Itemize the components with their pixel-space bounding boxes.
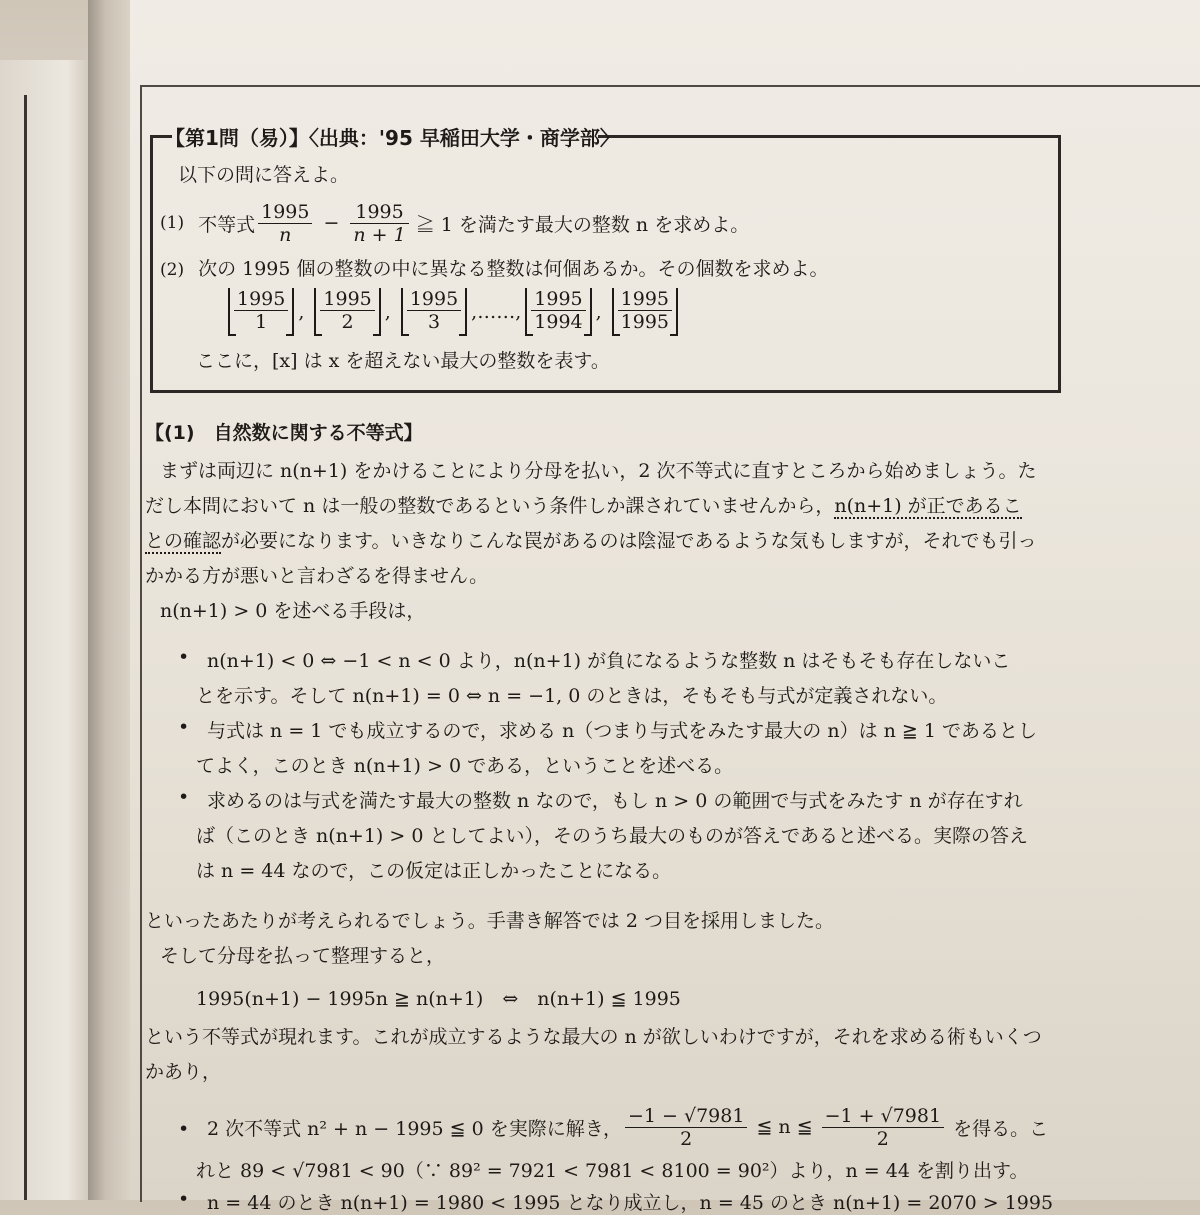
para-5-line-1: という不等式が現れます。これが成立するような最大の n が欲しいわけですが，それを求める術もいくつ [145,1026,1042,1048]
q1-prefix: 不等式 [198,213,256,236]
problem-title: 【第1問（易）】〈出典：'95 早稲田大学・商学部〉 [165,126,620,150]
bullet-dot: • [178,786,190,808]
problem-intro: 以下の問に答えよ。 [178,164,350,186]
para-4: そして分母を払って整理すると， [160,945,446,967]
floor-term-1: $\frac{1995}{1}$ [228,288,294,336]
book-gutter [88,0,132,1200]
floor-term-3: $\frac{1995}{3}$ [401,288,467,336]
floor-term-2: $\frac{1995}{2}$ [314,288,380,336]
section-title: 【(1) 自然数に関する不等式】 [145,422,423,444]
bullet-2-line-1: 与式は n = 1 でも成立するので，求める n（つまり与式をみたす最大の n）は n ≧ 1 であるとし [207,720,1037,742]
equation-1: 1995(n+1) − 1995n ≧ n(n+1) ⇔ n(n+1) ≦ 1995 [196,988,681,1010]
bullet-1-line-2: とを示す。そして n(n+1) = 0 ⇔ n = −1, 0 のときは，そもそも与式が定義されない。 [196,685,948,707]
bullet-1-line-1: n(n+1) < 0 ⇔ −1 < n < 0 より，n(n+1) が負になるような整数 n はそもそも存在しないこ [207,650,1011,672]
floor-note: ここに，[x] は x を超えない最大の整数を表す。 [196,350,610,372]
floor-term-5: $\frac{1995}{1995}$ [612,288,678,336]
bullet-dot: • [178,1188,190,1210]
q1-fraction-1: $\frac{1995}{n}$ [258,201,312,246]
root-fraction-1: $\frac{-1 - √7981}{2}$ [625,1105,747,1150]
bullet-dot: • [178,716,190,738]
bullet-4-line-2: れと 89 < √7981 < 90（∵ 89² = 7921 < 7981 < 8100 = 90²）より，n = 44 を割り出す。 [196,1160,1029,1182]
para-1-line-1: まずは両辺に n(n+1) をかけることにより分母を払い，2 次不等式に直すところから始めましょう。た [160,460,1037,482]
bullet-dot: • [178,1118,190,1140]
para-5-line-2: かあり， [145,1061,222,1083]
para-2: n(n+1) > 0 を述べる手段は， [160,600,426,622]
para-1-line-3: との確認が必要になります。いきなりこんな罠があるのは陰湿であるような気もしますが，それでも引っ [145,530,1037,552]
bullet-5-line-1: n = 44 のとき n(n+1) = 1980 < 1995 となり成立し，n = 45 のとき n(n+1) = 2070 > 1995 [207,1192,1054,1214]
root-fraction-2: $\frac{-1 + √7981}{2}$ [822,1105,944,1150]
para-1-line-4: かかる方が悪いと言わざるを得ません。 [145,565,489,587]
bullet-3-line-3: は n = 44 なので，この仮定は正しかったことになる。 [196,860,672,882]
bullet-3-line-1: 求めるのは与式を満たす最大の整数 n なので，もし n > 0 の範囲で与式をみたす n が存在すれ [207,790,1023,812]
question-2 [160,254,829,281]
para-3: といったあたりが考えられるでしょう。手書き解答では 2 つ目を採用しました。 [145,910,834,932]
floor-term-4: $\frac{1995}{1994}$ [525,288,591,336]
q1-minus: − [323,212,340,234]
bullet-2-line-2: てよく，このとき n(n+1) > 0 である，ということを述べる。 [196,755,734,777]
q2-label: (2) [160,260,185,280]
floor-fraction-list: $\frac{1995}{1}$ , $\frac{1995}{2}$ , $\frac{1995}{3}$ ,……, $\frac{1995}{1994}$ , $\frac{1995}{1995}$ [228,288,678,336]
para-1-line-2: だし本問において n は一般の整数であるという条件しか課されていませんから，n(n+1) が正であるこ [145,495,1022,517]
q1-label: (1) [160,213,185,233]
q1-fraction-2: $\frac{1995}{n + 1}$ [350,201,408,246]
q2-text: 次の 1995 個の整数の中に異なる整数は何個あるか。その個数を求めよ。 [198,258,829,280]
bullet-3-line-2: ば（このとき n(n+1) > 0 としてよい），そのうち最大のものが答えであると述べる。実際の答え [196,825,1028,847]
left-page-border [0,95,27,1200]
question-1 [160,196,749,250]
q1-suffix: ≧ 1 を満たす最大の整数 n を求めよ。 [415,213,750,236]
bullet-4-line-1: 2 次不等式 n² + n − 1995 ≦ 0 を実際に解き， $\frac{-1 - √7981}{2}$ ≦ n ≦ $\frac{-1 + √7981}{2}$ を得る。こ [207,1104,1049,1150]
bullet-dot: • [178,646,190,668]
ellipsis: ,……, [471,301,522,323]
